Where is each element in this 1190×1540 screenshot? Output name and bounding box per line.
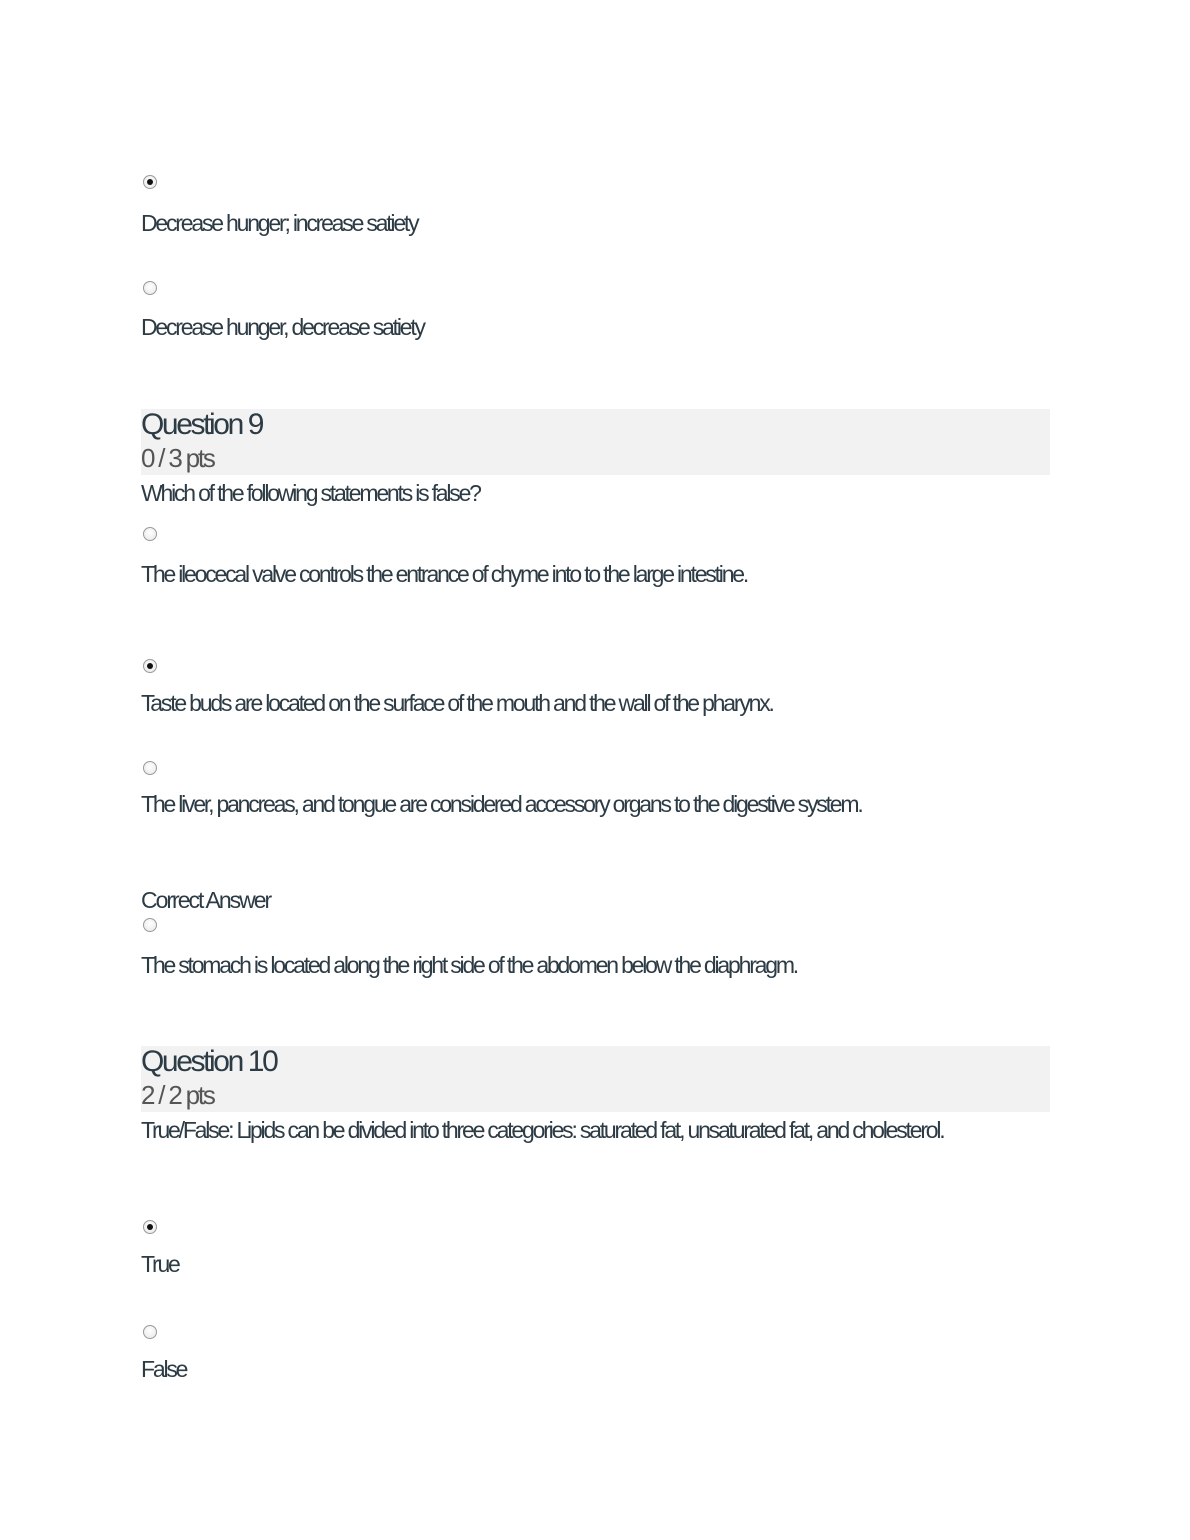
option-radio-true[interactable]	[143, 1220, 157, 1234]
option-radio-taste-buds[interactable]	[143, 659, 157, 673]
option-radio-decrease-hunger-increase-satiety[interactable]	[143, 175, 157, 189]
option-label: The stomach is located along the right side of the abdomen below the diaphragm.	[141, 952, 797, 978]
question-prompt: Which of the following statements is false?	[141, 480, 480, 506]
question-points: 0 / 3 pts	[141, 443, 214, 473]
option-label: False	[141, 1356, 187, 1382]
option-label: True	[141, 1251, 179, 1277]
question-points: 2 / 2 pts	[141, 1080, 214, 1110]
question-title: Question 10	[141, 1045, 277, 1078]
option-label: Decrease hunger; increase satiety	[141, 210, 418, 236]
option-radio-liver-pancreas-tongue[interactable]	[143, 761, 157, 775]
option-label: Decrease hunger, decrease satiety	[141, 314, 424, 340]
option-radio-false[interactable]	[143, 1325, 157, 1339]
option-label: The ileocecal valve controls the entrance of chyme into to the large intestine.	[141, 561, 748, 587]
option-label: The liver, pancreas, and tongue are considered accessory organs to the digestive system.	[141, 791, 862, 817]
question-9-header	[141, 409, 1050, 475]
option-radio-ileocecal-valve[interactable]	[143, 527, 157, 541]
question-title: Question 9	[141, 408, 263, 441]
correct-answer-label: Correct Answer	[141, 887, 271, 913]
option-radio-decrease-hunger-decrease-satiety[interactable]	[143, 281, 157, 295]
option-label: Taste buds are located on the surface of the mouth and the wall of the pharynx.	[141, 690, 773, 716]
question-10-header	[141, 1046, 1050, 1112]
option-radio-stomach[interactable]	[143, 918, 157, 932]
question-prompt: True/False: Lipids can be divided into three categories: saturated fat, unsaturated fat, and cholesterol.	[141, 1117, 944, 1143]
